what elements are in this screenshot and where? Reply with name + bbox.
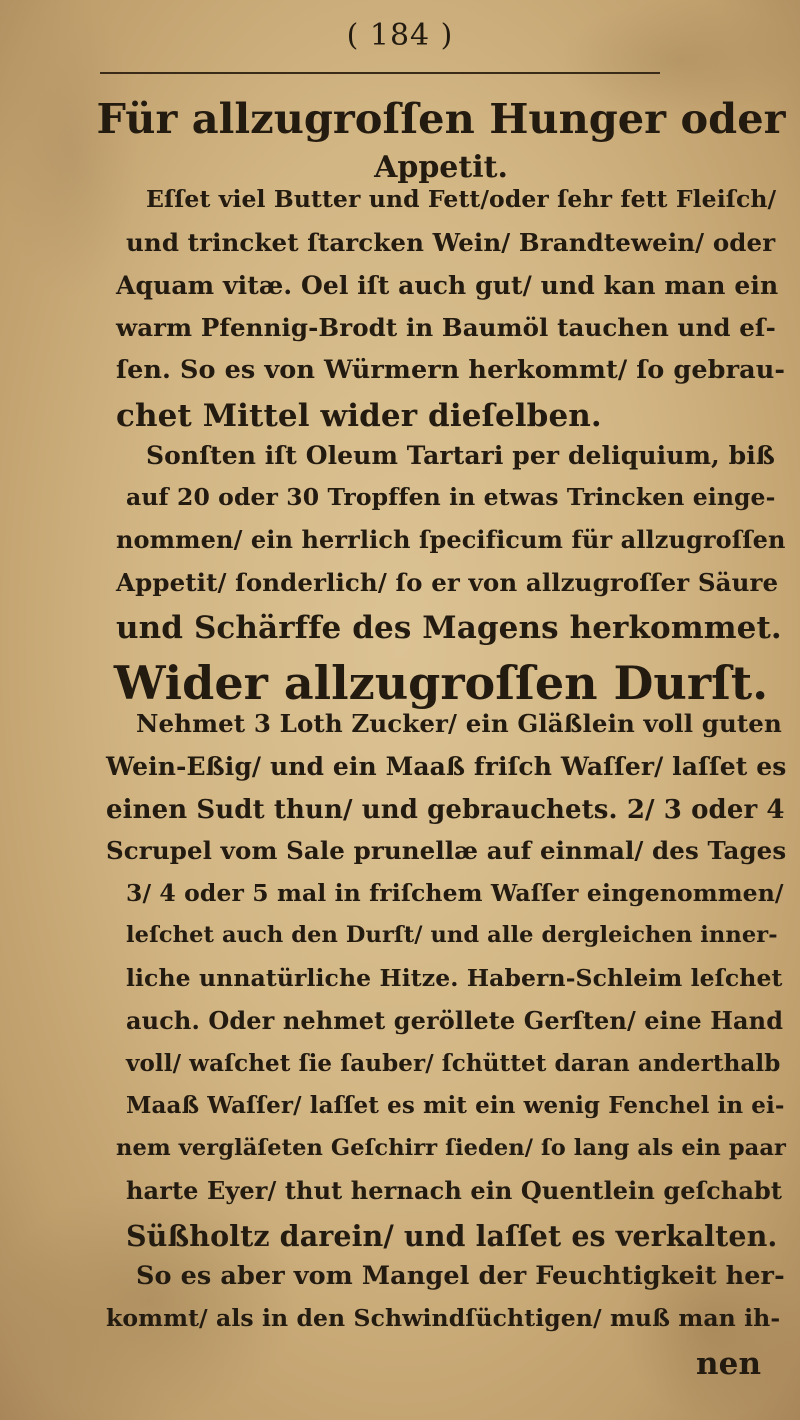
text-line: nommen/ ein herrlich ſpecificum für allzugroſſen (116, 525, 786, 554)
text-line: Süßholtz darein/ und laſſet es verkalten. (126, 1218, 778, 1253)
text-line: Eſſet viel Butter und Fett/oder ſehr fett Fleiſch/ (146, 185, 777, 213)
text-line: harte Eyer/ thut hernach ein Quentlein geſchabt (126, 1176, 783, 1205)
text-line: Nehmet 3 Loth Zucker/ ein Gläßlein voll guten (136, 708, 782, 738)
text-line: kommt/ als in den Schwindſüchtigen/ muß man ih- (106, 1303, 781, 1332)
section-heading: Wider allzugroſſen Durſt. (113, 655, 769, 710)
text-line: nen (696, 1346, 762, 1382)
page-title: Für allzugroſſen Hunger oder (96, 94, 786, 143)
text-line: Scrupel vom Sale prunellæ auf einmal/ des Tages (106, 836, 787, 865)
text-line: nem vergläſeten Geſchirr ſieden/ ſo lang als ein paar (116, 1134, 786, 1161)
text-line: Wein-Eßig/ und ein Maaß friſch Waſſer/ laſſet es (106, 752, 787, 781)
text-line: auf 20 oder 30 Tropffen in etwas Trincken einge- (126, 482, 776, 511)
text-line: 3/ 4 oder 5 mal in friſchem Waſſer eingenommen/ (126, 878, 784, 907)
text-line: Appetit/ ſonderlich/ ſo er von allzugroſſer Säure (116, 567, 779, 597)
text-block (96, 50, 786, 1390)
text-line: auch. Oder nehmet geröllete Gerſten/ eine Hand (126, 1006, 784, 1035)
text-line: und Schärffe des Magens herkommet. (116, 610, 782, 646)
text-line: ſen. So es von Würmern herkommt/ ſo gebrau- (116, 355, 786, 385)
text-line: warm Pfennig-Brodt in Baumöl tauchen und eſ- (116, 312, 776, 342)
text-line: leſchet auch den Durſt/ und alle dergleichen inner- (126, 922, 778, 948)
text-line: und trincket ſtarcken Wein/ Brandtewein/ oder (126, 227, 776, 257)
text-line: So es aber vom Mangel der Feuchtigkeit her- (136, 1261, 785, 1291)
text-line: einen Sudt thun/ und gebrauchets. 2/ 3 oder 4 (106, 794, 785, 825)
text-line: Aquam vitæ. Oel iſt auch gut/ und kan man ein (116, 271, 779, 300)
page-title-continuation: Appetit. (374, 150, 508, 185)
text-line: Sonſten iſt Oleum Tartari per deliquium, biß (146, 441, 775, 470)
page-number: ( 184 ) (346, 18, 454, 53)
text-line: liche unnatürliche Hitze. Habern-Schleim leſchet (126, 963, 783, 992)
text-line: chet Mittel wider dieſelben. (116, 397, 602, 434)
text-line: voll/ waſchet ſie ſauber/ ſchüttet daran anderthalb (126, 1049, 781, 1077)
text-line: Maaß Waſſer/ laſſet es mit ein wenig Fenchel in ei- (126, 1092, 785, 1119)
